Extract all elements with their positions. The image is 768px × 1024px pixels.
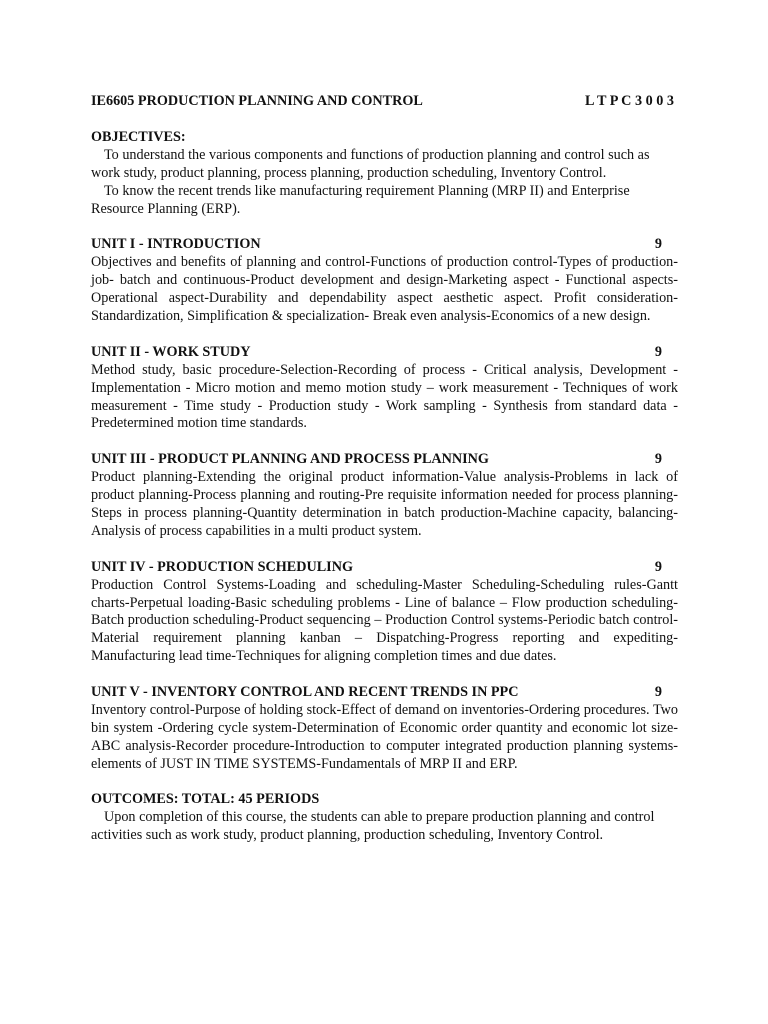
course-title: IE6605 PRODUCTION PLANNING AND CONTROL xyxy=(91,93,423,109)
unit-heading xyxy=(91,451,678,469)
outcome-item xyxy=(91,809,678,845)
unit-heading xyxy=(91,559,678,577)
unit-hours: 9 xyxy=(654,684,662,701)
unit-section xyxy=(91,451,678,541)
unit-body: Method study, basic procedure-Selection-Recording of process - Critical analysis, Development - Implementation - Micro motion and memo motion study – work measurement - Techniques of work measurement - Time study - Production study - Work sampling - Synthesis from standard data - Predetermined motion time standards. xyxy=(91,361,678,432)
objective-item xyxy=(91,147,678,183)
syllabus-page xyxy=(91,93,678,845)
unit-section xyxy=(91,559,678,666)
unit-body: Inventory control-Purpose of holding stock-Effect of demand on inventories-Ordering procedures. Two bin system -Ordering cycle system-Determination of Economic order quantity and economic lot size- ABC analysis-Recorder procedure-Introduction to computer integrated production planning systems- elements of JUST IN TIME SYSTEMS-Fundamentals of MRP II and ERP. xyxy=(91,701,678,772)
outcome-text: Upon completion of this course, the students can able to prepare production planning and control activities such as work study, product planning, production scheduling, Inventory Control. xyxy=(91,809,655,844)
objective-text: To know the recent trends like manufacturing requirement Planning (MRP II) and Enterprise Resource Planning (ERP). xyxy=(91,182,630,217)
unit-hours: 9 xyxy=(654,343,662,360)
objectives-heading: OBJECTIVES: xyxy=(91,129,186,145)
unit-heading xyxy=(91,344,678,362)
objectives-section xyxy=(91,129,678,219)
unit-body: Objectives and benefits of planning and control-Functions of production control-Types of production- job- batch and continuous-Product development and design-Marketing aspect - Functional aspects- Operational aspect-Durability and dependability aspect aesthetic aspect. Profit consideration- Standardization, Simplification & specialization- Break even analysis-Economics of a new design. xyxy=(91,254,678,325)
unit-section xyxy=(91,344,678,434)
unit-hours: 9 xyxy=(654,236,662,253)
unit-body: Product planning-Extending the original product information-Value analysis-Problems in lack of product planning-Process planning and routing-Pre requisite information needed for process planning- Steps in process planning-Quantity determination in batch production-Machine capacity, balancing- Analysis of process capabilities in a multi product system. xyxy=(91,469,678,539)
unit-hours: 9 xyxy=(654,451,662,468)
unit-heading xyxy=(91,684,678,702)
unit-body: Production Control Systems-Loading and scheduling-Master Scheduling-Scheduling rules-Gantt charts-Perpetual loading-Basic scheduling problems - Line of balance – Flow production scheduling- Batch production scheduling-Product sequencing – Production Control systems-Periodic batch control-Material requirement planning kanban – Dispatching-Progress reporting and expediting- Manufacturing lead time-Techniques for aligning completion times and due dates. xyxy=(91,576,678,665)
unit-hours: 9 xyxy=(654,558,662,575)
unit-title: UNIT I - INTRODUCTION xyxy=(91,236,261,253)
course-header xyxy=(91,93,678,111)
outcomes-heading: OUTCOMES: TOTAL: 45 PERIODS xyxy=(91,791,320,808)
objective-item xyxy=(91,183,678,219)
unit-heading xyxy=(91,236,678,254)
unit-title: UNIT IV - PRODUCTION SCHEDULING xyxy=(91,558,353,575)
ltpc-credits: L T P C 3 0 0 3 xyxy=(585,93,674,109)
outcomes-section xyxy=(91,791,678,845)
unit-title: UNIT II - WORK STUDY xyxy=(91,343,251,360)
unit-title: UNIT III - PRODUCT PLANNING AND PROCESS PLANNING xyxy=(91,451,489,468)
unit-title: UNIT V - INVENTORY CONTROL AND RECENT TRENDS IN PPC xyxy=(91,684,519,701)
unit-section xyxy=(91,236,678,326)
unit-section xyxy=(91,684,678,774)
objective-text: To understand the various components and functions of production planning and control such as work study, product planning, process planning, production scheduling, Inventory Control. xyxy=(91,146,650,181)
